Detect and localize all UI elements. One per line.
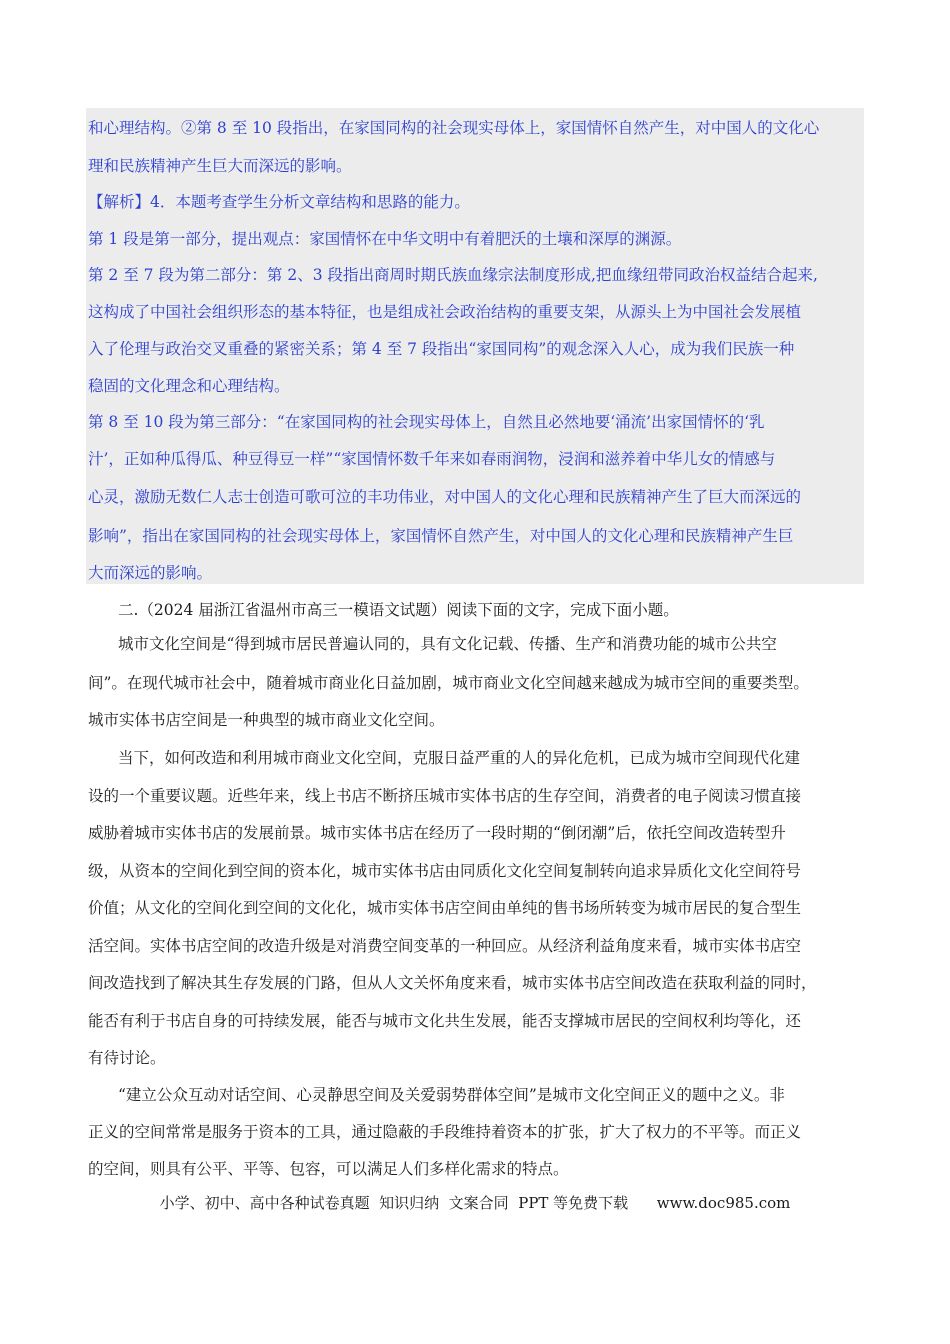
analysis-label: 【解析】 bbox=[88, 193, 151, 211]
passage-line: 活空间。实体书店空间的改造升级是对消费空间变革的一种回应。从经济利益角度来看，城市实体书店空 bbox=[88, 937, 802, 955]
passage-line: “建立公众互动对话空间、心灵静思空间及关爱弱势群体空间”是城市文化空间正义的题中之义。非 bbox=[118, 1086, 785, 1104]
page-footer: 小学、初中、高中各种试卷真题 知识归纳 文案合同 PPT 等免费下载 www.doc985.com bbox=[159, 1194, 791, 1212]
passage-line: 正义的空间常常是服务于资本的工具，通过隐蔽的手段维持着资本的扩张，扩大了权力的不平等。而正义 bbox=[88, 1123, 802, 1141]
passage-line: 当下，如何改造和利用城市商业文化空间，克服日益严重的人的异化危机，已成为城市空间现代化建 bbox=[118, 749, 801, 767]
passage-line: 的空间，则具有公平、平等、包容，可以满足人们多样化需求的特点。 bbox=[88, 1160, 569, 1178]
passage-line: 城市实体书店空间是一种典型的城市商业文化空间。 bbox=[88, 711, 445, 729]
passage-line: 设的一个重要议题。近些年来，线上书店不断挤压城市实体书店的生存空间，消费者的电子阅读习惯直接 bbox=[88, 787, 802, 805]
answer-line-1: 和心理结构。②第 8 至 10 段指出，在家国同构的社会现实母体上，家国情怀自然产生，对中国人的文化心 bbox=[88, 119, 820, 137]
part-line-5: 稳固的文化理念和心理结构。 bbox=[88, 377, 290, 395]
part-line-6: 第 8 至 10 段为第三部分：“在家国同构的社会现实母体上，自然且必然地要‘涌流’出家国情怀的‘乳 bbox=[88, 413, 765, 431]
part-line-2: 第 2 至 7 段为第二部分：第 2、3 段指出商周时期氏族血缘宗法制度形成,把血缘纽带同政治权益结合起来, bbox=[88, 266, 818, 284]
answer-line-2: 理和民族精神产生巨大而深远的影响。 bbox=[88, 157, 352, 175]
part-line-1: 第 1 段是第一部分，提出观点：家国情怀在中华文明中有着肥沃的土壤和深厚的渊源。 bbox=[88, 230, 682, 248]
part-line-3: 这构成了中国社会组织形态的基本特征，也是组成社会政治结构的重要支架，从源头上为中国社会发展植 bbox=[88, 303, 802, 321]
passage-line: 价值；从文化的空间化到空间的文化化，城市实体书店空间由单纯的售书场所转变为城市居民的复合型生 bbox=[88, 899, 802, 917]
part-line-10: 大而深远的影响。 bbox=[88, 564, 213, 582]
passage-line: 有待讨论。 bbox=[88, 1049, 166, 1067]
passage-line: 威胁着城市实体书店的发展前景。城市实体书店在经历了一段时期的“倒闭潮”后，依托空间改造转型升 bbox=[88, 824, 786, 842]
passage-line: 城市文化空间是“得到城市居民普遍认同的，具有文化记载、传播、生产和消费功能的城市公共空 bbox=[118, 635, 777, 653]
analysis-heading bbox=[88, 192, 470, 212]
part-line-9: 影响”，指出在家国同构的社会现实母体上，家国情怀自然产生，对中国人的文化心理和民族精神产生巨 bbox=[88, 527, 794, 545]
passage-line: 间改造找到了解决其生存发展的门路，但从人文关怀角度来看，城市实体书店空间改造在获取利益的同时， bbox=[88, 974, 817, 992]
part-line-8: 心灵，激励无数仁人志士创造可歌可泣的丰功伟业，对中国人的文化心理和民族精神产生了巨大而深远的 bbox=[88, 488, 802, 506]
passage-line: 级，从资本的空间化到空间的资本化，城市实体书店由同质化文化空间复制转向追求异质化文化空间符号 bbox=[88, 862, 802, 880]
passage-line: 能否有利于书店自身的可持续发展，能否与城市文化共生发展，能否支撑城市居民的空间权利均等化，还 bbox=[88, 1012, 802, 1030]
part-line-7: 汁’，正如种瓜得瓜、种豆得豆一样”“家国情怀数千年来如春雨润物，浸润和滋养着中华儿女的情感与 bbox=[88, 450, 776, 468]
section-heading: 二.（2024 届浙江省温州市高三一模语文试题）阅读下面的文字，完成下面小题。 bbox=[118, 601, 679, 619]
analysis-text: 4．本题考查学生分析文章结构和思路的能力。 bbox=[150, 193, 470, 211]
part-line-4: 入了伦理与政治交叉重叠的紧密关系；第 4 至 7 段指出“家国同构”的观念深入人心，成为我们民族一种 bbox=[88, 340, 795, 358]
passage-line: 间”。在现代城市社会中，随着城市商业化日益加剧，城市商业文化空间越来越成为城市空间的重要类型。 bbox=[88, 674, 809, 692]
